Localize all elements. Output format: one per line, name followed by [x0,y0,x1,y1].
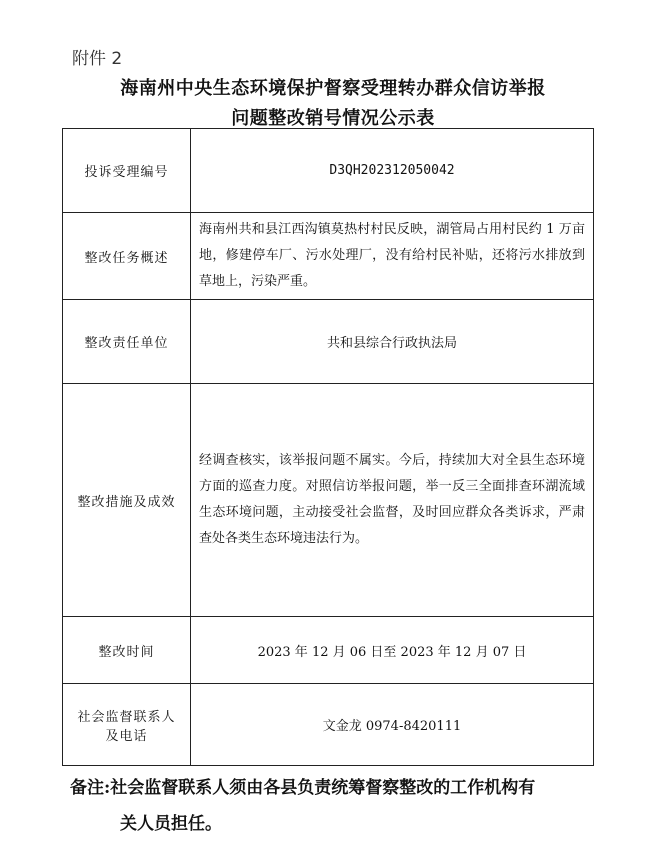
footnote-line1: 备注:社会监督联系人须由各县负责统筹督察整改的工作机构有 [70,778,536,798]
measures-value: 经调查核实，该举报问题不属实。今后，持续加大对全县生态环境方面的巡查力度。对照信访举报问题，举一反三全面排查环湖流域生态环境问题，主动接受社会监督，及时回应群众各类诉求，严肃查处各类生态环境违法行为。 [191,384,594,617]
measures-label: 整改措施及成效 [63,384,191,617]
document-title-line2: 问题整改销号情况公示表 [231,108,435,129]
footnote [70,770,610,842]
document-title-line1: 海南州中央生态环境保护督察受理转办群众信访举报 [120,78,546,99]
task-summary-value: 海南州共和县江西沟镇莫热村村民反映，湖管局占用村民约 1 万亩地，修建停车厂、污水处理厂，没有给村民补贴，还将污水排放到草地上，污染严重。 [191,213,594,300]
table-row-task-summary [63,213,594,300]
table-row-responsible-unit [63,300,594,384]
time-label: 整改时间 [63,617,191,684]
table-row-complaint-id [63,129,594,213]
contact-value: 文金龙 0974-8420111 [191,684,594,766]
contact-label [63,684,191,766]
contact-label-line2: 及电话 [105,728,148,744]
responsible-unit-label: 整改责任单位 [63,300,191,384]
task-summary-label: 整改任务概述 [63,213,191,300]
responsible-unit-value: 共和县综合行政执法局 [191,300,594,384]
attachment-label: 附件 2 [72,49,123,69]
time-value: 2023 年 12 月 06 日至 2023 年 12 月 07 日 [191,617,594,684]
rectification-table [62,128,594,766]
complaint-id-value: D3QH202312050042 [191,129,594,213]
contact-label-line1: 社会监督联系人 [77,709,176,725]
footnote-line2: 关人员担任。 [120,814,222,834]
table-row-contact [63,684,594,766]
complaint-id-label: 投诉受理编号 [63,129,191,213]
table-row-time [63,617,594,684]
table-row-measures [63,384,594,617]
